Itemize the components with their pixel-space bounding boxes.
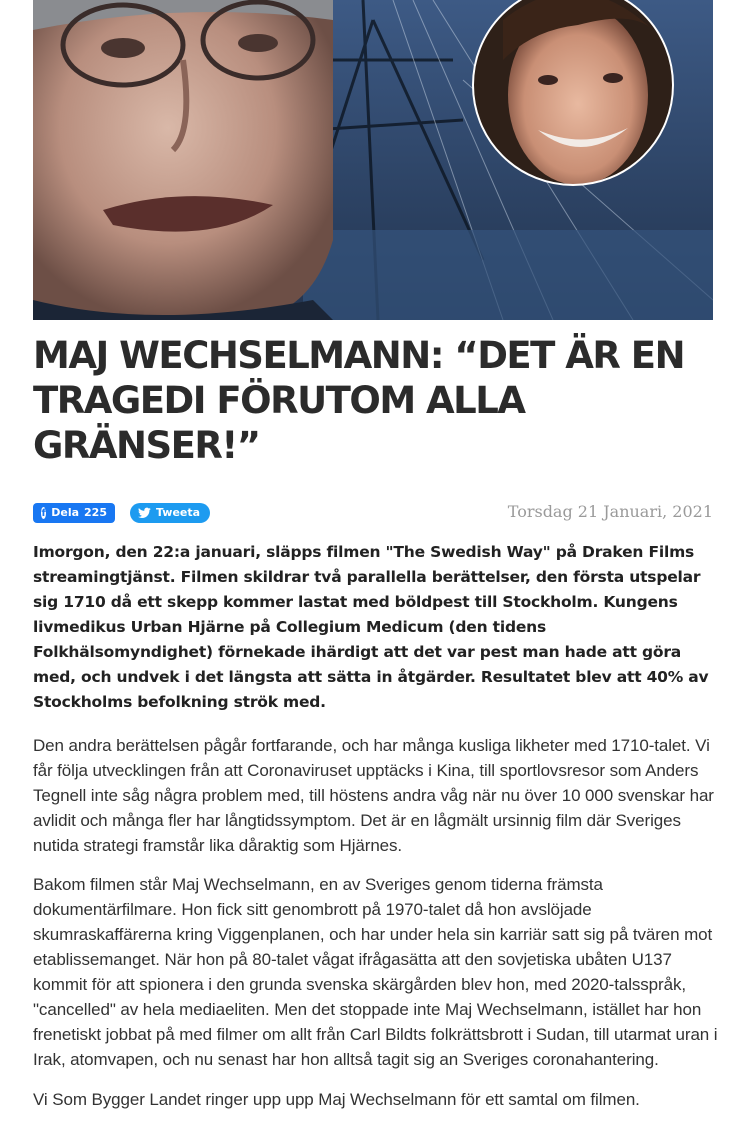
- man-portrait: [33, 0, 333, 320]
- facebook-share-count: 225: [84, 506, 107, 519]
- twitter-icon: [138, 507, 151, 519]
- article-paragraph: Den andra berättelsen pågår fortfarande, och har många kusliga likheter med 1710-talet. Vi får följa utvecklingen från att Coronaviruset upptäcks i Kina, till sportlovsresor som Anders Tegnell inte såg några problem med, till höstens andra våg när nu över 10 000 svenskar har avlidit och många fler har långtidssymptom. Det är en lågmält ursinnig film där Sveriges nutida strategi framstår lika dåraktig som Hjärnes.: [33, 736, 714, 855]
- publish-date: Torsdag 21 Januari, 2021: [507, 502, 713, 521]
- article-title: MAJ WECHSELMANN: “DET ÄR EN TRAGEDI FÖRUTOM ALLA GRÄNSER!”: [33, 334, 685, 467]
- facebook-share-label: Dela: [51, 506, 80, 519]
- share-bar: [33, 500, 713, 526]
- facebook-share-button[interactable]: [33, 503, 115, 523]
- facebook-icon: f: [41, 508, 46, 519]
- hero-photo-collage: [33, 0, 713, 320]
- article-paragraph: Bakom filmen står Maj Wechselmann, en av Sveriges genom tiderna främsta dokumentärfilmare. Hon fick sitt genombrott på 1970-talet då hon avslöjade skumraskaffärerna kring Viggenplanen, och har under hela sin karriär satt sig på tvären mot etablissemanget. När hon på 80-talet vågat ifrågasätta att den sovjetiska ubåten U137 kommit för att spionera i den grunda svenska skärgården blev hon, med 2020-talsspråk, "cancelled" av hela mediaeliten. Men det stoppade inte Maj Wechselmann, istället har hon frenetiskt jobbat på med filmer om allt från Carl Bildts folkrättsbrott i Sudan, till utarmat uran i Irak, atomvapen, och nu senast har hon alltså tagit sig an Sveriges coronahantering.: [33, 875, 718, 1069]
- twitter-share-button[interactable]: [130, 503, 210, 523]
- article-paragraph: Vi Som Bygger Landet ringer upp upp Maj Wechselmann för ett samtal om filmen.: [33, 1090, 640, 1109]
- twitter-share-label: Tweeta: [156, 506, 201, 519]
- hero-image: [33, 0, 713, 320]
- article-lead: Imorgon, den 22:a januari, släpps filmen "The Swedish Way" på Draken Films streamingtjänst. Filmen skildrar två parallella berättelser, den första utspelar sig 1710 då ett skepp kommer lastat med böldpest till Stockholm. Kungens livmedikus Urban Hjärne på Collegium Medicum (den tidens Folkhälsomyndighet) förnekade ihärdigt att det var pest man hade att göra med, och undvek i det längsta att sätta in åtgärder. Resultatet blev att 40% av Stockholms befolkning strök med.: [33, 543, 709, 711]
